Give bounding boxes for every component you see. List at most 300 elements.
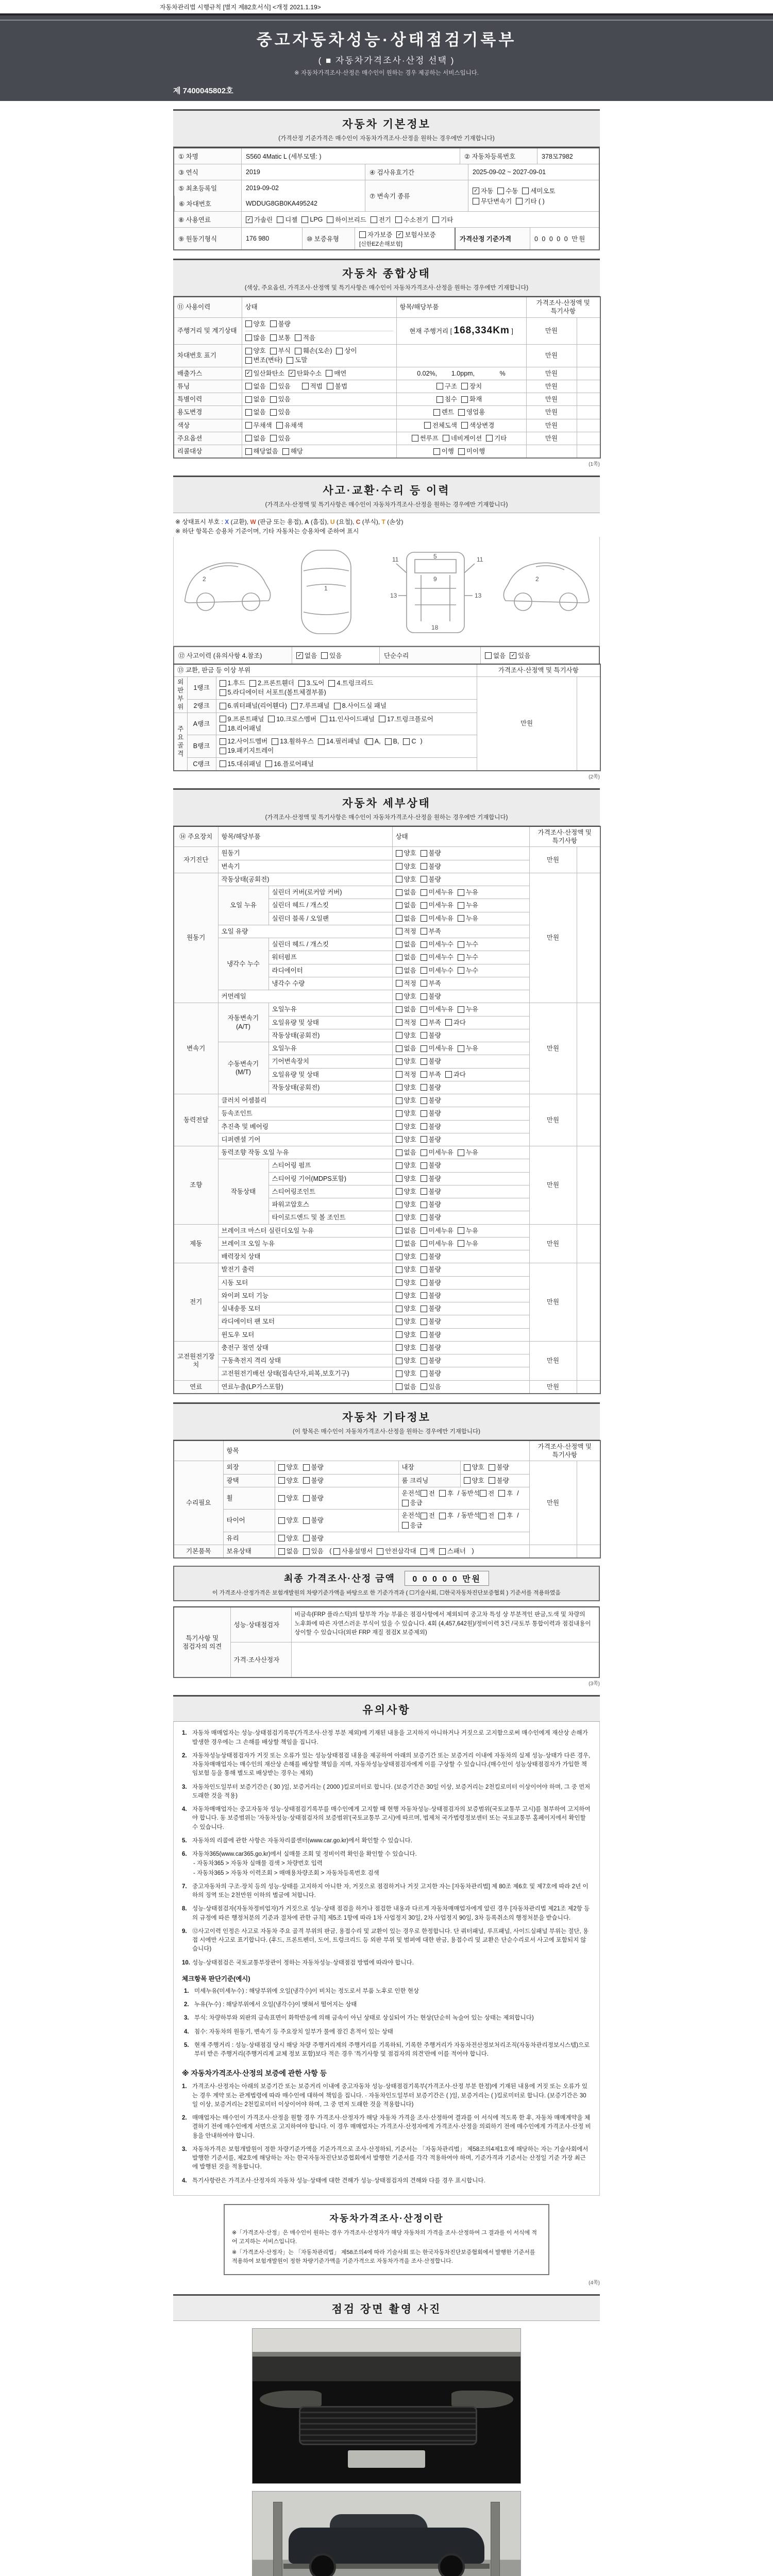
checkbox-box[interactable]	[270, 383, 277, 389]
checkbox[interactable]	[421, 1109, 441, 1117]
checkbox[interactable]	[396, 1383, 416, 1391]
checkbox[interactable]	[278, 1494, 299, 1502]
checkbox[interactable]	[522, 186, 555, 195]
checkbox[interactable]	[396, 940, 416, 948]
checkbox[interactable]	[421, 1547, 435, 1555]
checkbox[interactable]	[295, 347, 332, 355]
checkbox[interactable]	[489, 1477, 509, 1485]
checkbox[interactable]	[296, 651, 317, 660]
checkbox[interactable]	[421, 1512, 435, 1520]
checkbox-box[interactable]	[278, 1477, 285, 1484]
checkbox[interactable]	[464, 1477, 484, 1485]
checkbox[interactable]	[458, 888, 478, 896]
checkbox[interactable]	[433, 408, 454, 416]
checkbox-box[interactable]	[327, 383, 333, 389]
checkbox[interactable]	[421, 1031, 441, 1040]
checkbox[interactable]	[396, 1019, 416, 1027]
checkbox-box[interactable]	[396, 1084, 402, 1091]
checkbox[interactable]	[443, 434, 482, 443]
checkbox-box[interactable]	[421, 1175, 427, 1182]
checkbox[interactable]	[498, 1489, 513, 1498]
checkbox-box[interactable]	[396, 1292, 402, 1299]
checkbox[interactable]	[220, 679, 246, 687]
checkbox-box[interactable]	[458, 954, 464, 961]
checkbox[interactable]	[421, 1344, 441, 1352]
checkbox[interactable]	[291, 702, 330, 710]
checkbox-box[interactable]	[298, 680, 305, 687]
checkbox[interactable]	[298, 679, 325, 687]
checkbox-box[interactable]	[396, 1383, 402, 1390]
checkbox[interactable]	[421, 1123, 441, 1131]
checkbox-box[interactable]	[396, 1279, 402, 1286]
checkbox[interactable]	[265, 760, 314, 768]
checkbox-box[interactable]	[270, 348, 277, 354]
checkbox-box[interactable]	[326, 370, 332, 377]
checkbox-box[interactable]	[489, 1464, 495, 1471]
checkbox-box[interactable]	[245, 396, 252, 403]
checkbox[interactable]	[421, 1357, 441, 1365]
checkbox[interactable]	[245, 447, 278, 455]
checkbox[interactable]	[268, 715, 316, 723]
checkbox[interactable]	[278, 1477, 299, 1485]
checkbox[interactable]	[396, 1252, 416, 1261]
checkbox-box[interactable]	[421, 1306, 427, 1312]
checkbox[interactable]	[396, 1161, 416, 1170]
checkbox-box[interactable]	[270, 435, 277, 442]
checkbox-box[interactable]	[486, 435, 493, 442]
checkbox-box[interactable]	[334, 703, 341, 709]
checkbox[interactable]	[421, 1161, 441, 1170]
checkbox-box[interactable]	[396, 1019, 402, 1026]
checkbox-box[interactable]	[421, 954, 427, 961]
checkbox[interactable]	[421, 927, 441, 936]
checkbox-box[interactable]	[421, 1032, 427, 1039]
checkbox[interactable]	[421, 1096, 441, 1105]
checkbox-box[interactable]	[245, 422, 252, 429]
checkbox[interactable]	[421, 1383, 441, 1391]
checkbox-box[interactable]	[421, 1071, 427, 1078]
checkbox[interactable]	[421, 1331, 441, 1339]
checkbox-box[interactable]: ✓	[396, 231, 403, 238]
checkbox-box[interactable]	[220, 738, 226, 745]
checkbox-box[interactable]	[421, 863, 427, 870]
checkbox[interactable]	[421, 1240, 453, 1248]
checkbox[interactable]	[321, 715, 375, 723]
checkbox-box[interactable]	[461, 383, 468, 389]
checkbox-box[interactable]	[396, 1188, 402, 1195]
checkbox-box[interactable]	[516, 198, 523, 205]
checkbox-box[interactable]	[421, 1019, 427, 1026]
checkbox-box[interactable]	[485, 652, 492, 659]
checkbox[interactable]	[302, 382, 323, 391]
checkbox[interactable]	[396, 1213, 416, 1222]
checkbox-box[interactable]	[396, 993, 402, 1000]
checkbox[interactable]	[421, 1317, 441, 1326]
checkbox[interactable]	[396, 901, 416, 909]
checkbox[interactable]	[328, 679, 373, 687]
checkbox[interactable]	[245, 382, 266, 391]
checkbox-box[interactable]	[421, 1058, 427, 1065]
checkbox-box[interactable]: ✓	[473, 188, 479, 194]
checkbox-box[interactable]	[287, 357, 293, 364]
checkbox[interactable]	[396, 967, 416, 975]
checkbox[interactable]	[334, 702, 386, 710]
checkbox[interactable]	[497, 186, 518, 195]
checkbox[interactable]	[480, 1512, 494, 1520]
checkbox[interactable]	[402, 1521, 423, 1530]
checkbox[interactable]	[220, 724, 262, 733]
checkbox-box[interactable]	[421, 928, 427, 935]
checkbox-box[interactable]	[433, 448, 440, 455]
checkbox[interactable]	[432, 215, 453, 224]
checkbox-box[interactable]	[282, 448, 289, 455]
checkbox-box[interactable]	[458, 1227, 464, 1234]
checkbox-box[interactable]	[473, 198, 479, 205]
checkbox-box[interactable]	[421, 1292, 427, 1299]
checkbox-box[interactable]	[421, 1383, 427, 1390]
checkbox[interactable]	[396, 849, 416, 857]
checkbox-box[interactable]	[480, 1490, 486, 1497]
checkbox[interactable]	[246, 215, 273, 224]
checkbox-box[interactable]	[396, 1253, 402, 1260]
checkbox[interactable]	[516, 196, 544, 206]
checkbox[interactable]	[421, 849, 441, 857]
checkbox[interactable]	[396, 1175, 416, 1183]
checkbox[interactable]	[321, 651, 342, 660]
checkbox[interactable]	[277, 215, 297, 224]
checkbox-box[interactable]	[278, 1517, 285, 1524]
checkbox-box[interactable]	[318, 738, 325, 745]
checkbox-box[interactable]	[396, 1331, 402, 1338]
checkbox[interactable]	[421, 1369, 441, 1378]
checkbox[interactable]	[245, 421, 272, 430]
checkbox[interactable]	[458, 1148, 478, 1157]
checkbox[interactable]	[245, 434, 266, 443]
checkbox[interactable]	[245, 347, 266, 355]
checkbox-box[interactable]	[278, 1464, 285, 1471]
checkbox-box[interactable]	[303, 1495, 310, 1502]
checkbox-box[interactable]	[396, 1006, 402, 1013]
checkbox[interactable]	[439, 1489, 453, 1498]
checkbox[interactable]	[327, 215, 366, 224]
checkbox[interactable]	[421, 1148, 453, 1157]
checkbox-box[interactable]	[421, 1201, 427, 1208]
checkbox[interactable]	[421, 1136, 441, 1144]
checkbox-box[interactable]	[464, 1477, 470, 1484]
checkbox[interactable]	[421, 901, 453, 909]
checkbox-box[interactable]	[220, 725, 226, 732]
checkbox[interactable]	[379, 715, 433, 723]
checkbox[interactable]	[270, 320, 291, 328]
checkbox-box[interactable]	[220, 689, 226, 696]
checkbox-box[interactable]	[421, 1162, 427, 1169]
checkbox[interactable]	[421, 953, 453, 961]
checkbox-box[interactable]	[245, 320, 252, 327]
checkbox-box[interactable]	[396, 1266, 402, 1273]
checkbox[interactable]	[421, 1071, 441, 1079]
checkbox[interactable]	[336, 347, 357, 355]
checkbox-box[interactable]	[245, 435, 252, 442]
checkbox-box[interactable]	[458, 967, 464, 974]
checkbox-box[interactable]	[249, 680, 256, 687]
checkbox[interactable]	[303, 1494, 324, 1502]
checkbox-box[interactable]	[270, 396, 277, 403]
checkbox[interactable]	[421, 940, 453, 948]
checkbox[interactable]	[289, 369, 322, 378]
checkbox[interactable]	[245, 334, 266, 342]
checkbox-box[interactable]	[303, 1464, 310, 1471]
checkbox[interactable]	[377, 1547, 416, 1555]
checkbox-box[interactable]	[396, 941, 402, 948]
checkbox-box[interactable]	[458, 448, 465, 455]
checkbox-box[interactable]	[396, 980, 402, 987]
checkbox-box[interactable]	[379, 716, 385, 722]
checkbox-box[interactable]	[396, 1071, 402, 1078]
checkbox[interactable]	[439, 1547, 466, 1555]
checkbox-box[interactable]	[321, 716, 327, 722]
checkbox[interactable]	[396, 1265, 416, 1274]
checkbox-box[interactable]	[421, 1548, 427, 1555]
checkbox[interactable]	[396, 1005, 416, 1013]
checkbox-box[interactable]	[464, 1464, 470, 1471]
checkbox[interactable]	[402, 1499, 423, 1507]
checkbox[interactable]	[421, 1044, 453, 1053]
checkbox[interactable]	[396, 1279, 416, 1287]
checkbox[interactable]	[421, 1292, 441, 1300]
checkbox-box[interactable]	[498, 1513, 505, 1519]
checkbox[interactable]	[433, 447, 454, 455]
checkbox-box[interactable]	[272, 738, 278, 745]
checkbox[interactable]	[270, 395, 291, 403]
checkbox-box[interactable]	[421, 915, 427, 922]
checkbox-box[interactable]	[421, 850, 427, 857]
checkbox-box[interactable]	[497, 188, 504, 194]
checkbox-box[interactable]: ✓	[246, 216, 253, 223]
checkbox[interactable]	[396, 1292, 416, 1300]
checkbox[interactable]	[278, 1534, 299, 1543]
checkbox[interactable]	[396, 1096, 416, 1105]
checkbox-box[interactable]	[432, 216, 439, 223]
checkbox[interactable]	[421, 888, 453, 896]
checkbox[interactable]	[396, 862, 416, 871]
checkbox[interactable]	[458, 967, 478, 975]
checkbox-box[interactable]	[421, 1240, 427, 1247]
checkbox-box[interactable]	[245, 409, 252, 416]
checkbox-box[interactable]	[522, 188, 529, 194]
checkbox[interactable]	[396, 1123, 416, 1131]
checkbox-box[interactable]	[421, 1227, 427, 1234]
checkbox-box[interactable]	[424, 422, 431, 429]
checkbox-box[interactable]	[421, 1344, 427, 1351]
checkbox[interactable]	[396, 1148, 416, 1157]
checkbox[interactable]	[220, 702, 287, 710]
checkbox[interactable]	[461, 421, 494, 430]
checkbox-box[interactable]	[396, 1318, 402, 1325]
checkbox[interactable]	[220, 747, 274, 755]
checkbox-box[interactable]	[371, 216, 377, 223]
checkbox-box[interactable]	[480, 1513, 486, 1519]
checkbox[interactable]	[458, 1005, 478, 1013]
checkbox[interactable]	[278, 1463, 299, 1471]
checkbox-box[interactable]	[396, 863, 402, 870]
checkbox-box[interactable]	[396, 1097, 402, 1104]
checkbox-box[interactable]	[395, 216, 402, 223]
checkbox-box[interactable]	[270, 409, 277, 416]
checkbox-box[interactable]	[396, 915, 402, 922]
checkbox-box[interactable]	[396, 1306, 402, 1312]
checkbox-box[interactable]	[458, 941, 464, 948]
checkbox[interactable]	[278, 1547, 299, 1555]
checkbox[interactable]	[396, 927, 416, 936]
checkbox[interactable]	[245, 356, 283, 364]
checkbox[interactable]	[396, 1044, 416, 1053]
checkbox[interactable]	[396, 888, 416, 896]
checkbox-box[interactable]	[245, 383, 252, 389]
checkbox[interactable]	[245, 395, 266, 403]
checkbox[interactable]	[270, 434, 291, 443]
checkbox-box[interactable]	[278, 1535, 285, 1541]
checkbox[interactable]	[371, 215, 391, 224]
checkbox[interactable]	[366, 737, 381, 745]
checkbox-box[interactable]	[439, 1490, 446, 1497]
checkbox-box[interactable]	[421, 889, 427, 896]
checkbox-box[interactable]	[268, 716, 275, 722]
checkbox[interactable]	[333, 1547, 373, 1555]
checkbox-box[interactable]	[433, 409, 440, 416]
checkbox[interactable]	[318, 737, 360, 745]
checkbox[interactable]	[220, 760, 262, 768]
checkbox[interactable]	[396, 1200, 416, 1209]
checkbox-box[interactable]	[402, 1500, 409, 1506]
checkbox[interactable]	[421, 1175, 441, 1183]
checkbox-box[interactable]	[396, 876, 402, 883]
checkbox-box[interactable]: ✓	[296, 652, 303, 659]
checkbox[interactable]	[270, 334, 291, 342]
checkbox-box[interactable]	[321, 652, 328, 659]
checkbox[interactable]	[396, 1057, 416, 1065]
checkbox[interactable]	[461, 395, 482, 403]
checkbox[interactable]	[303, 1547, 324, 1555]
checkbox[interactable]	[282, 447, 303, 455]
checkbox-box[interactable]	[278, 1495, 285, 1502]
checkbox-box[interactable]	[421, 980, 427, 987]
checkbox-box[interactable]	[421, 941, 427, 948]
checkbox-box[interactable]	[220, 748, 226, 754]
checkbox-box[interactable]	[421, 1110, 427, 1117]
checkbox-box[interactable]	[458, 889, 464, 896]
checkbox-box[interactable]	[396, 902, 402, 909]
checkbox-box[interactable]	[439, 1513, 446, 1519]
checkbox-box[interactable]	[220, 716, 226, 722]
checkbox-box[interactable]	[421, 1006, 427, 1013]
checkbox-box[interactable]	[421, 1370, 427, 1377]
checkbox[interactable]	[421, 1188, 441, 1196]
checkbox[interactable]	[396, 1109, 416, 1117]
checkbox-box[interactable]	[421, 1279, 427, 1286]
checkbox-box[interactable]	[498, 1490, 505, 1497]
checkbox-box[interactable]	[421, 1490, 427, 1497]
checkbox[interactable]	[458, 1044, 478, 1053]
checkbox-box[interactable]	[245, 334, 252, 341]
checkbox-box[interactable]	[278, 1548, 285, 1555]
checkbox[interactable]	[303, 1463, 324, 1471]
checkbox[interactable]	[421, 875, 441, 884]
checkbox-box[interactable]	[421, 1331, 427, 1338]
checkbox[interactable]	[421, 967, 453, 975]
checkbox-box[interactable]	[421, 1097, 427, 1104]
checkbox[interactable]	[421, 1200, 441, 1209]
checkbox-box[interactable]	[396, 1201, 402, 1208]
checkbox-box[interactable]	[421, 967, 427, 974]
checkbox[interactable]	[458, 1227, 478, 1235]
checkbox-box[interactable]	[458, 902, 464, 909]
checkbox-box[interactable]	[336, 348, 343, 354]
checkbox[interactable]	[412, 434, 439, 443]
checkbox[interactable]	[359, 230, 392, 239]
checkbox-box[interactable]	[458, 1045, 464, 1052]
checkbox[interactable]	[395, 215, 428, 224]
checkbox[interactable]	[272, 737, 314, 745]
checkbox-box[interactable]	[303, 1535, 310, 1541]
checkbox-box[interactable]	[270, 320, 277, 327]
checkbox[interactable]	[458, 408, 485, 416]
checkbox-box[interactable]	[377, 1548, 383, 1555]
checkbox[interactable]	[396, 230, 435, 239]
checkbox-box[interactable]	[333, 1548, 340, 1555]
checkbox[interactable]	[287, 356, 307, 364]
checkbox[interactable]	[421, 914, 453, 923]
checkbox-box[interactable]	[458, 1240, 464, 1247]
checkbox[interactable]	[421, 1279, 441, 1287]
checkbox[interactable]	[421, 1005, 453, 1013]
checkbox-box[interactable]	[220, 760, 226, 767]
checkbox[interactable]	[421, 1252, 441, 1261]
checkbox[interactable]	[421, 1227, 453, 1235]
checkbox[interactable]	[396, 1188, 416, 1196]
checkbox-box[interactable]	[439, 1548, 446, 1555]
checkbox-box[interactable]	[396, 1045, 402, 1052]
checkbox[interactable]	[473, 186, 493, 195]
checkbox-box[interactable]	[403, 738, 410, 745]
checkbox-box[interactable]	[421, 1045, 427, 1052]
checkbox-box[interactable]	[396, 1358, 402, 1364]
checkbox[interactable]	[458, 940, 478, 948]
checkbox[interactable]	[421, 979, 441, 988]
checkbox[interactable]	[396, 1304, 416, 1313]
checkbox[interactable]	[245, 369, 284, 378]
checkbox[interactable]	[421, 1265, 441, 1274]
checkbox[interactable]	[396, 914, 416, 923]
checkbox[interactable]	[498, 1512, 513, 1520]
checkbox-box[interactable]	[359, 231, 366, 238]
checkbox[interactable]	[295, 334, 315, 342]
checkbox[interactable]	[396, 1317, 416, 1326]
checkbox[interactable]	[445, 1071, 466, 1079]
checkbox[interactable]	[220, 737, 268, 745]
checkbox-box[interactable]	[421, 1214, 427, 1221]
checkbox-box[interactable]	[445, 1019, 452, 1026]
checkbox-box[interactable]	[458, 1149, 464, 1156]
checkbox-box[interactable]	[396, 1123, 402, 1130]
checkbox[interactable]	[436, 382, 457, 391]
checkbox[interactable]	[220, 688, 326, 697]
checkbox[interactable]	[396, 1031, 416, 1040]
checkbox[interactable]	[396, 953, 416, 961]
checkbox-box[interactable]	[436, 383, 443, 389]
checkbox-box[interactable]	[396, 1214, 402, 1221]
checkbox[interactable]	[303, 1534, 324, 1543]
checkbox-box[interactable]	[421, 1358, 427, 1364]
